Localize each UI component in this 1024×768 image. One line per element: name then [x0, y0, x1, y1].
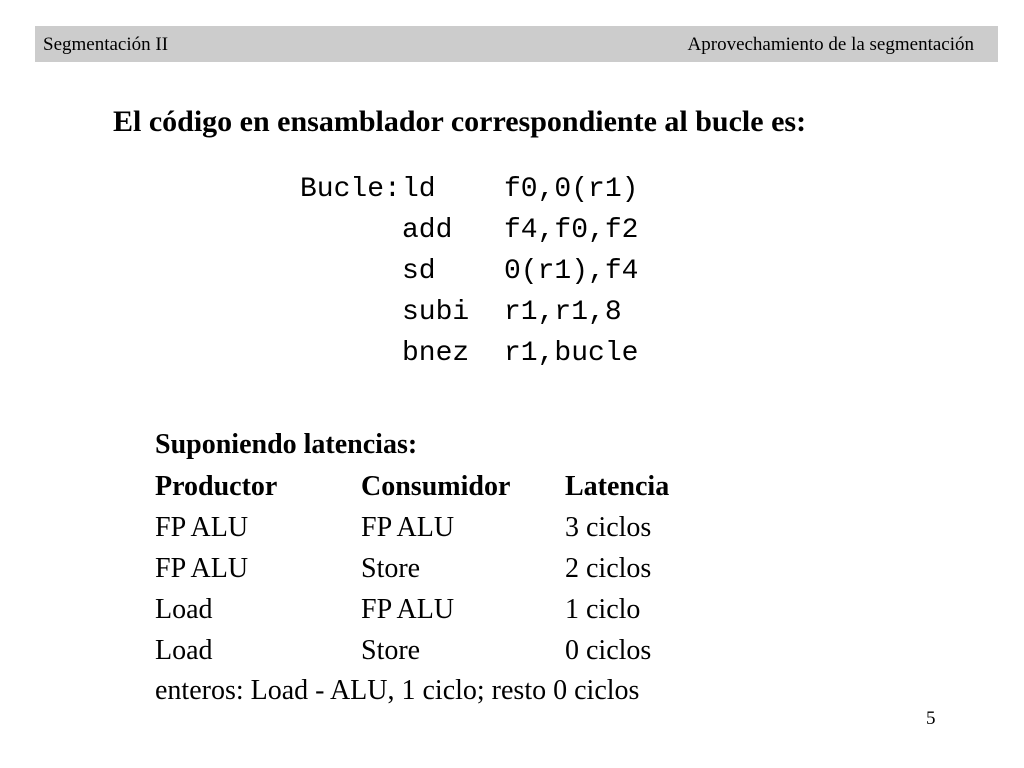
table-row [155, 507, 669, 548]
code-line [300, 251, 638, 292]
latency-table-header [155, 466, 669, 507]
producer-cell: Load [155, 594, 213, 625]
consumer-cell: FP ALU [361, 594, 455, 625]
code-line [300, 333, 638, 374]
producer-cell: FP ALU [155, 512, 249, 543]
consumer-cell: Store [361, 635, 421, 666]
latencies-title: Suponiendo latencias: [155, 429, 418, 460]
header-topic-title: Aprovechamiento de la segmentación [687, 34, 974, 55]
code-operands: f4,f0,f2 [504, 215, 639, 246]
latency-cell: 2 ciclos [565, 553, 652, 584]
slide-heading: El código en ensamblador correspondiente al bucle es: [113, 105, 807, 138]
code-line [300, 292, 638, 333]
latency-table [155, 466, 669, 671]
column-header-producer: Productor [155, 471, 278, 502]
code-label [300, 333, 402, 374]
producer-cell: FP ALU [155, 553, 249, 584]
code-opcode: subi [402, 297, 470, 328]
assembly-code-block [300, 169, 638, 374]
consumer-cell: Store [361, 553, 421, 584]
column-header-latency: Latencia [565, 471, 670, 502]
slide-header [35, 26, 998, 62]
code-label [300, 210, 402, 251]
code-operands: r1,r1,8 [504, 297, 622, 328]
page-number: 5 [926, 708, 936, 729]
table-row [155, 630, 669, 671]
code-line [300, 169, 638, 210]
code-line [300, 210, 638, 251]
code-opcode: bnez [402, 338, 470, 369]
latency-cell: 3 ciclos [565, 512, 652, 543]
column-header-consumer: Consumidor [361, 471, 511, 502]
table-row [155, 548, 669, 589]
code-opcode: add [402, 215, 453, 246]
code-opcode: ld [402, 174, 436, 205]
code-operands: 0(r1),f4 [504, 256, 639, 287]
code-operands: r1,bucle [504, 338, 639, 369]
consumer-cell: FP ALU [361, 512, 455, 543]
producer-cell: Load [155, 635, 213, 666]
integer-latency-note: enteros: Load - ALU, 1 ciclo; resto 0 ciclos [155, 675, 640, 706]
latency-cell: 1 ciclo [565, 594, 641, 625]
code-label: Bucle: [300, 174, 401, 205]
latency-cell: 0 ciclos [565, 635, 652, 666]
code-opcode: sd [402, 256, 436, 287]
table-row [155, 589, 669, 630]
header-section-title: Segmentación II [43, 34, 169, 55]
code-operands: f0,0(r1) [504, 174, 639, 205]
code-label [300, 251, 402, 292]
code-label [300, 292, 402, 333]
